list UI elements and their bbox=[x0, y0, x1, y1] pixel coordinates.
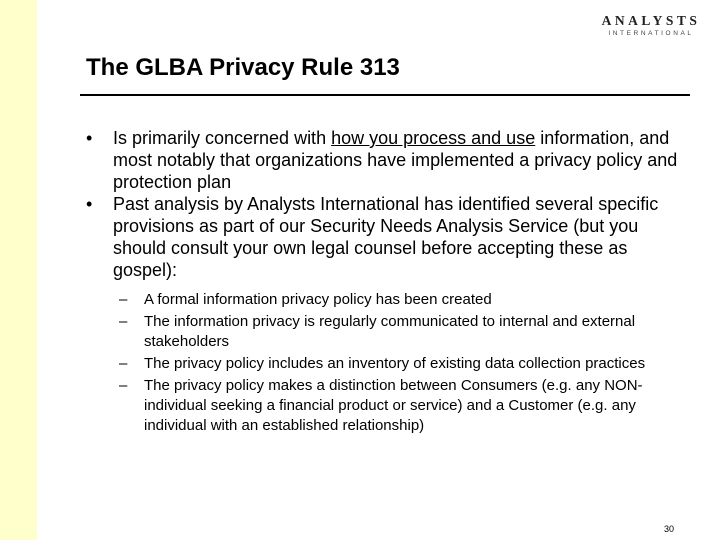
bullet-text: Past analysis by Analysts International has identified several specific provisions as part of our Security Needs Analysis Service (but you should consult your own legal counsel before accepting these as gospel): bbox=[113, 194, 659, 280]
sub-bullet-list bbox=[86, 290, 686, 436]
bullet-symbol: • bbox=[86, 194, 93, 214]
sub-bullet-item bbox=[86, 312, 686, 352]
sub-bullet-text: The privacy policy includes an inventory of existing data collection practices bbox=[144, 355, 646, 372]
dash-symbol: – bbox=[119, 355, 128, 372]
logo-sub-text: INTERNATIONAL bbox=[608, 30, 694, 37]
bullet-symbol: • bbox=[86, 128, 93, 148]
bullet-text-start: Is primarily concerned with bbox=[113, 128, 332, 148]
left-accent-bar bbox=[0, 0, 37, 540]
slide-body bbox=[86, 127, 686, 436]
dash-symbol: – bbox=[119, 377, 128, 394]
title-divider bbox=[80, 94, 690, 96]
sub-bullet-item bbox=[86, 290, 686, 310]
sub-bullet-text: A formal information privacy policy has been created bbox=[144, 291, 492, 308]
sub-bullet-item bbox=[86, 354, 686, 374]
page-number: 30 bbox=[664, 524, 675, 534]
analysts-international-logo bbox=[596, 14, 706, 38]
bullet-text-end: information, and most notably that organizations have implemented a privacy policy and protection plan bbox=[113, 128, 678, 192]
slide-title: The GLBA Privacy Rule 313 bbox=[86, 54, 400, 81]
underlined-phrase: how you process and use bbox=[331, 128, 536, 148]
sub-bullet-text: The information privacy is regularly communicated to internal and external stakeholders bbox=[144, 313, 636, 350]
dash-symbol: – bbox=[119, 291, 128, 308]
sub-bullet-item bbox=[86, 376, 686, 436]
sub-bullet-text: The privacy policy makes a distinction between Consumers (e.g. any NON-individual seeking a financial product or service) and a Customer (e.g. any individual with an established relationship) bbox=[144, 377, 643, 434]
logo-main-text: ANALYSTS bbox=[601, 13, 701, 28]
bullet-item bbox=[86, 193, 686, 281]
bullet-item bbox=[86, 127, 686, 193]
dash-symbol: – bbox=[119, 313, 128, 330]
